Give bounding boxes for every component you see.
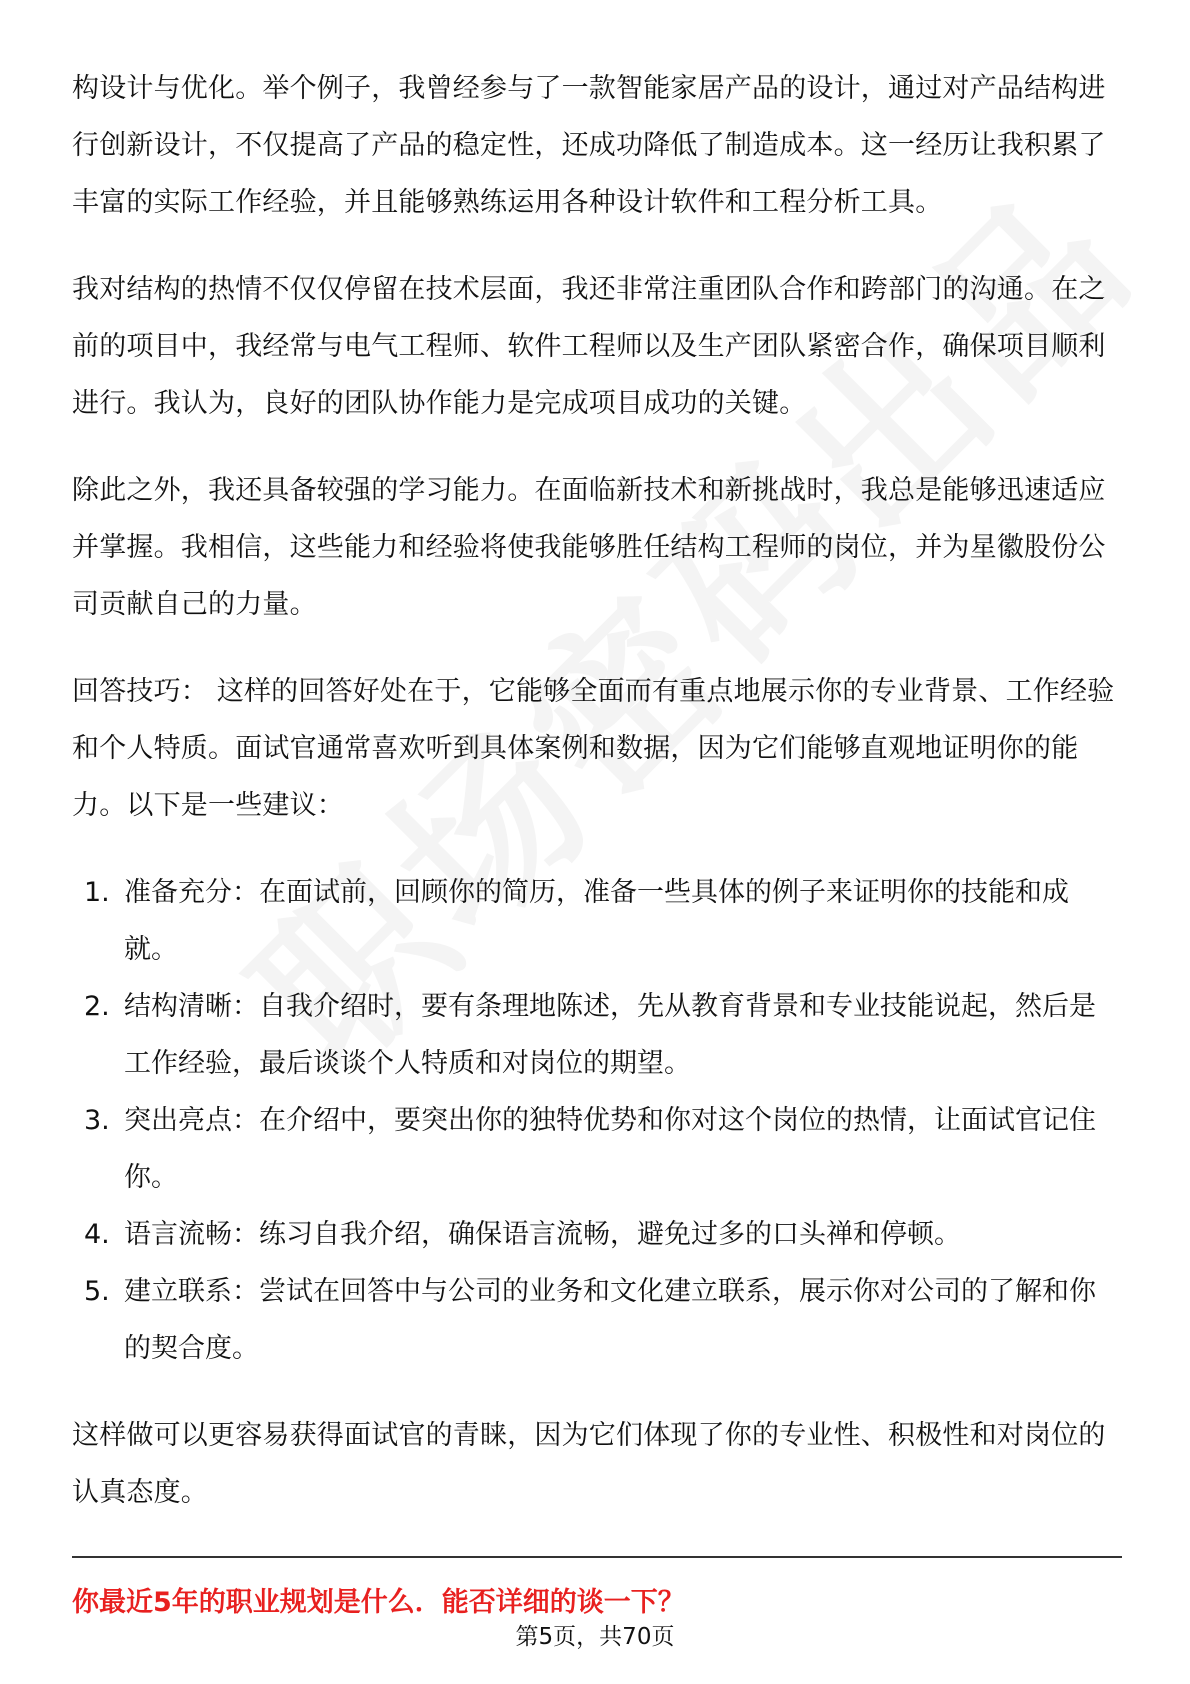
list-number: 2. (84, 991, 110, 1022)
paragraph-teamwork: 我对结构的热情不仅仅停留在技术层面，我还非常注重团队合作和跨部门的沟通。在之前的项目中，我经常与电气工程师、软件工程师以及生产团队紧密合作，确保项目顺利进行。我认为，良好的团队协作能力是完成项目成功的关键。 (72, 274, 1106, 419)
page-number: 第5页，共70页 (515, 1624, 675, 1650)
paragraph-closing: 这样做可以更容易获得面试官的青睐，因为它们体现了你的专业性、积极性和对岗位的认真态度。 (72, 1420, 1106, 1508)
list-item (72, 1263, 1122, 1377)
list-text: 结构清晰：自我介绍时，要有条理地陈述，先从教育背景和专业技能说起，然后是工作经验，最后谈谈个人特质和对岗位的期望。 (124, 991, 1096, 1079)
section-divider (72, 1556, 1122, 1558)
list-number: 4. (84, 1219, 110, 1250)
list-text: 突出亮点：在介绍中，要突出你的独特优势和你对这个岗位的热情，让面试官记住你。 (124, 1105, 1096, 1193)
paragraph-learning: 除此之外，我还具备较强的学习能力。在面临新技术和新挑战时，我总是能够迅速适应并掌握。我相信，这些能力和经验将使我能够胜任结构工程师的岗位，并为星徽股份公司贡献自己的力量。 (72, 475, 1106, 620)
page-content (72, 60, 1122, 1551)
next-question-heading: 你最近5年的职业规划是什么．能否详细的谈一下？ (72, 1587, 685, 1618)
list-number: 5. (84, 1276, 110, 1307)
list-text: 语言流畅：练习自我介绍，确保语言流畅，避免过多的口头禅和停顿。 (124, 1219, 961, 1250)
paragraph-experience: 构设计与优化。举个例子，我曾经参与了一款智能家居产品的设计，通过对产品结构进行创新设计，不仅提高了产品的稳定性，还成功降低了制造成本。这一经历让我积累了丰富的实际工作经验，并且能够熟练运用各种设计软件和工程分析工具。 (72, 73, 1106, 218)
list-item (72, 1206, 1122, 1263)
list-item (72, 864, 1122, 978)
list-number: 1. (84, 877, 110, 908)
paragraph-answer-tips: 回答技巧： 这样的回答好处在于，它能够全面而有重点地展示你的专业背景、工作经验和个人特质。面试官通常喜欢听到具体案例和数据，因为它们能够直观地证明你的能力。以下是一些建议： (72, 676, 1115, 821)
tips-list (72, 864, 1122, 1377)
list-number: 3. (84, 1105, 110, 1136)
list-item (72, 1092, 1122, 1206)
list-item (72, 978, 1122, 1092)
list-text: 准备充分：在面试前，回顾你的简历，准备一些具体的例子来证明你的技能和成就。 (124, 877, 1069, 965)
list-text: 建立联系：尝试在回答中与公司的业务和文化建立联系，展示你对公司的了解和你的契合度。 (124, 1276, 1096, 1364)
